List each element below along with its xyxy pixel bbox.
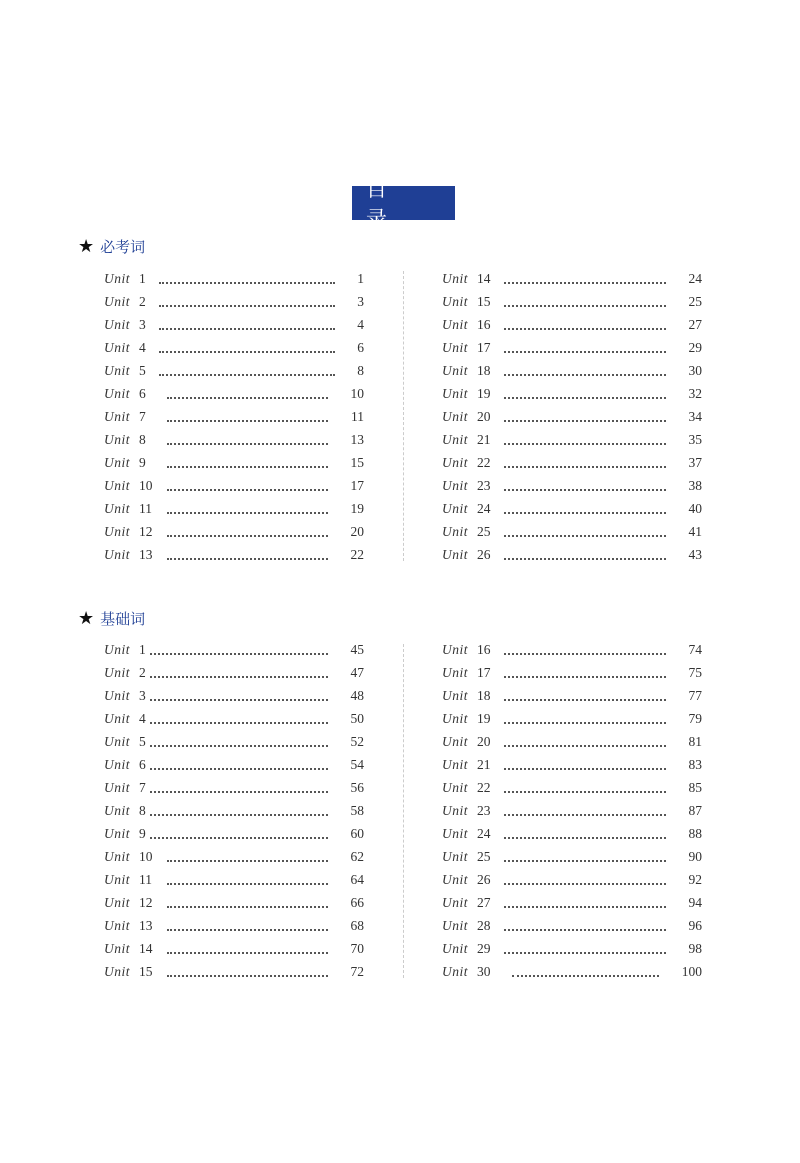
toc-unit-number: 18	[477, 688, 491, 703]
toc-unit-label: Unit	[104, 941, 131, 956]
toc-entry[interactable]	[442, 962, 702, 982]
toc-page-number: 60	[350, 826, 364, 841]
toc-unit-label: Unit	[442, 501, 469, 516]
toc-unit-number: 21	[477, 757, 491, 772]
toc-leader-dots	[150, 722, 328, 724]
toc-leader-dots	[504, 351, 666, 353]
toc-unit-label: Unit	[104, 803, 131, 818]
toc-unit-label: Unit	[442, 757, 469, 772]
toc-unit-label: Unit	[442, 665, 469, 680]
toc-unit-number: 7	[139, 780, 146, 795]
toc-unit-label: Unit	[442, 317, 469, 332]
toc-leader-dots	[504, 282, 666, 284]
toc-unit-label: Unit	[104, 524, 131, 539]
toc-unit-label: Unit	[104, 409, 131, 424]
column-divider	[403, 644, 404, 978]
toc-unit-label: Unit	[104, 547, 131, 562]
toc-leader-dots	[159, 328, 335, 330]
toc-unit-number: 5	[139, 734, 146, 749]
star-icon: ★	[78, 607, 95, 629]
toc-leader-dots	[150, 768, 328, 770]
toc-entry[interactable]	[104, 499, 364, 519]
section-heading-label: 必考词	[100, 237, 146, 256]
toc-page-number: 88	[688, 826, 702, 841]
toc-leader-dots	[150, 676, 328, 678]
toc-unit-number: 6	[139, 757, 146, 772]
toc-page-number: 45	[350, 642, 364, 657]
toc-unit-label: Unit	[104, 780, 131, 795]
toc-unit-label: Unit	[442, 964, 469, 979]
toc-entry[interactable]	[442, 453, 702, 473]
toc-page-number: 74	[688, 642, 702, 657]
toc-leader-dots	[150, 745, 328, 747]
toc-unit-label: Unit	[104, 432, 131, 447]
toc-unit-label: Unit	[104, 964, 131, 979]
toc-entry[interactable]	[442, 755, 702, 775]
toc-leader-dots	[504, 745, 666, 747]
toc-unit-number: 6	[139, 386, 146, 401]
toc-page-number: 77	[688, 688, 702, 703]
toc-unit-number: 5	[139, 363, 146, 378]
toc-unit-label: Unit	[442, 711, 469, 726]
toc-unit-number: 1	[139, 642, 146, 657]
toc-leader-dots	[512, 975, 659, 977]
toc-unit-label: Unit	[104, 271, 131, 286]
toc-page-number: 92	[688, 872, 702, 887]
toc-page-number: 87	[688, 803, 702, 818]
toc-entry[interactable]	[442, 384, 702, 404]
toc-unit-label: Unit	[104, 455, 131, 470]
toc-page-number: 13	[350, 432, 364, 447]
toc-leader-dots	[167, 420, 328, 422]
toc-leader-dots	[504, 535, 666, 537]
toc-page-number: 15	[350, 455, 364, 470]
toc-page-number: 47	[350, 665, 364, 680]
toc-unit-label: Unit	[442, 872, 469, 887]
toc-leader-dots	[504, 676, 666, 678]
page-title: 目 录	[352, 186, 455, 220]
toc-unit-number: 15	[139, 964, 153, 979]
toc-unit-number: 26	[477, 547, 491, 562]
toc-unit-number: 8	[139, 803, 146, 818]
toc-unit-number: 23	[477, 478, 491, 493]
toc-entry[interactable]	[442, 407, 702, 427]
toc-unit-number: 8	[139, 432, 146, 447]
toc-unit-label: Unit	[442, 409, 469, 424]
toc-page-number: 17	[350, 478, 364, 493]
toc-entry[interactable]	[442, 640, 702, 660]
toc-leader-dots	[504, 952, 666, 954]
toc-unit-label: Unit	[442, 826, 469, 841]
toc-unit-number: 2	[139, 665, 146, 680]
toc-leader-dots	[504, 791, 666, 793]
toc-page-number: 11	[351, 409, 364, 424]
toc-page-number: 35	[688, 432, 702, 447]
toc-entry[interactable]	[442, 499, 702, 519]
toc-leader-dots	[504, 653, 666, 655]
toc-leader-dots	[167, 512, 328, 514]
toc-entry[interactable]	[442, 893, 702, 913]
toc-unit-label: Unit	[104, 340, 131, 355]
toc-page-number: 3	[357, 294, 364, 309]
toc-unit-number: 12	[139, 524, 153, 539]
toc-entry[interactable]	[104, 870, 364, 890]
toc-page-number: 20	[350, 524, 364, 539]
toc-entry[interactable]	[104, 407, 364, 427]
toc-leader-dots	[504, 814, 666, 816]
toc-unit-number: 3	[139, 688, 146, 703]
toc-unit-label: Unit	[442, 688, 469, 703]
toc-page-number: 62	[350, 849, 364, 864]
toc-unit-label: Unit	[442, 734, 469, 749]
toc-unit-label: Unit	[104, 918, 131, 933]
toc-unit-label: Unit	[104, 317, 131, 332]
toc-unit-number: 27	[477, 895, 491, 910]
toc-unit-number: 11	[139, 501, 152, 516]
toc-entry[interactable]	[104, 686, 364, 706]
toc-page-number: 1	[357, 271, 364, 286]
toc-page-number: 70	[350, 941, 364, 956]
toc-page-number: 32	[688, 386, 702, 401]
toc-entry[interactable]	[104, 801, 364, 821]
toc-unit-number: 9	[139, 455, 146, 470]
toc-page-number: 79	[688, 711, 702, 726]
toc-leader-dots	[504, 768, 666, 770]
toc-page-number: 94	[688, 895, 702, 910]
toc-unit-number: 22	[477, 455, 491, 470]
toc-unit-number: 20	[477, 409, 491, 424]
toc-leader-dots	[504, 929, 666, 931]
toc-page-number: 34	[688, 409, 702, 424]
toc-page-number: 38	[688, 478, 702, 493]
toc-page-number: 68	[350, 918, 364, 933]
toc-unit-number: 26	[477, 872, 491, 887]
toc-leader-dots	[504, 699, 666, 701]
toc-entry[interactable]	[442, 939, 702, 959]
toc-leader-dots	[504, 906, 666, 908]
toc-entry[interactable]	[104, 430, 364, 450]
toc-unit-number: 14	[139, 941, 153, 956]
toc-unit-label: Unit	[442, 780, 469, 795]
toc-unit-label: Unit	[442, 918, 469, 933]
toc-entry[interactable]	[104, 824, 364, 844]
toc-leader-dots	[504, 397, 666, 399]
toc-page-number: 27	[688, 317, 702, 332]
toc-unit-label: Unit	[442, 271, 469, 286]
toc-page-number: 19	[350, 501, 364, 516]
toc-unit-number: 11	[139, 872, 152, 887]
toc-unit-number: 16	[477, 317, 491, 332]
toc-entry[interactable]	[104, 847, 364, 867]
toc-unit-label: Unit	[104, 363, 131, 378]
toc-unit-label: Unit	[442, 849, 469, 864]
toc-page-number: 66	[350, 895, 364, 910]
toc-entry[interactable]	[104, 545, 364, 565]
toc-unit-label: Unit	[442, 455, 469, 470]
toc-leader-dots	[167, 558, 328, 560]
toc-unit-number: 13	[139, 918, 153, 933]
toc-page-number: 25	[688, 294, 702, 309]
toc-leader-dots	[504, 374, 666, 376]
toc-entry[interactable]	[104, 384, 364, 404]
toc-unit-number: 10	[139, 849, 153, 864]
toc-unit-label: Unit	[104, 386, 131, 401]
toc-entry[interactable]	[104, 663, 364, 683]
toc-leader-dots	[504, 328, 666, 330]
toc-unit-number: 25	[477, 849, 491, 864]
toc-unit-number: 15	[477, 294, 491, 309]
toc-entry[interactable]	[442, 545, 702, 565]
toc-leader-dots	[159, 282, 335, 284]
toc-page-number: 75	[688, 665, 702, 680]
toc-unit-label: Unit	[104, 757, 131, 772]
toc-unit-number: 30	[477, 964, 491, 979]
toc-unit-label: Unit	[442, 803, 469, 818]
toc-entry[interactable]	[104, 361, 364, 381]
toc-page-number: 50	[350, 711, 364, 726]
toc-leader-dots	[504, 512, 666, 514]
toc-unit-number: 9	[139, 826, 146, 841]
toc-unit-label: Unit	[442, 294, 469, 309]
toc-entry[interactable]	[104, 640, 364, 660]
toc-leader-dots	[167, 489, 328, 491]
toc-page-number: 30	[688, 363, 702, 378]
toc-entry[interactable]	[442, 801, 702, 821]
toc-page-number: 90	[688, 849, 702, 864]
toc-entry[interactable]	[442, 292, 702, 312]
toc-leader-dots	[504, 837, 666, 839]
toc-unit-label: Unit	[104, 642, 131, 657]
toc-unit-number: 7	[139, 409, 146, 424]
toc-leader-dots	[167, 466, 328, 468]
toc-page-number: 52	[350, 734, 364, 749]
toc-entry[interactable]	[104, 709, 364, 729]
toc-leader-dots	[150, 699, 328, 701]
toc-entry[interactable]	[104, 893, 364, 913]
toc-leader-dots	[504, 420, 666, 422]
section-heading-label: 基础词	[100, 609, 146, 628]
toc-page-number: 56	[350, 780, 364, 795]
toc-entry[interactable]	[442, 476, 702, 496]
toc-unit-label: Unit	[104, 826, 131, 841]
toc-unit-number: 23	[477, 803, 491, 818]
toc-unit-number: 29	[477, 941, 491, 956]
toc-entry[interactable]	[104, 522, 364, 542]
toc-unit-label: Unit	[442, 478, 469, 493]
toc-unit-number: 14	[477, 271, 491, 286]
toc-leader-dots	[167, 975, 328, 977]
toc-leader-dots	[159, 351, 335, 353]
toc-entry[interactable]	[104, 292, 364, 312]
toc-leader-dots	[167, 952, 328, 954]
toc-unit-label: Unit	[442, 386, 469, 401]
toc-leader-dots	[159, 305, 335, 307]
toc-leader-dots	[159, 374, 335, 376]
toc-entry[interactable]	[442, 522, 702, 542]
toc-entry[interactable]	[104, 962, 364, 982]
toc-leader-dots	[504, 558, 666, 560]
toc-entry[interactable]	[442, 686, 702, 706]
toc-entry[interactable]	[104, 269, 364, 289]
toc-page-number: 72	[350, 964, 364, 979]
toc-entry[interactable]	[104, 732, 364, 752]
toc-unit-number: 17	[477, 665, 491, 680]
toc-entry[interactable]	[442, 338, 702, 358]
toc-leader-dots	[150, 837, 328, 839]
toc-unit-number: 19	[477, 386, 491, 401]
toc-unit-number: 3	[139, 317, 146, 332]
toc-leader-dots	[167, 883, 328, 885]
toc-leader-dots	[150, 791, 328, 793]
column-divider	[403, 271, 404, 561]
toc-unit-number: 24	[477, 826, 491, 841]
toc-leader-dots	[504, 722, 666, 724]
toc-entry[interactable]	[104, 778, 364, 798]
toc-unit-number: 20	[477, 734, 491, 749]
toc-page-number: 58	[350, 803, 364, 818]
section-heading-required	[78, 234, 145, 258]
toc-entry[interactable]	[442, 916, 702, 936]
toc-leader-dots	[504, 489, 666, 491]
toc-unit-label: Unit	[442, 895, 469, 910]
toc-unit-number: 17	[477, 340, 491, 355]
toc-entry[interactable]	[104, 755, 364, 775]
toc-unit-number: 28	[477, 918, 491, 933]
toc-page-number: 29	[688, 340, 702, 355]
toc-leader-dots	[167, 443, 328, 445]
toc-leader-dots	[504, 860, 666, 862]
toc-entry[interactable]	[104, 939, 364, 959]
toc-unit-label: Unit	[104, 895, 131, 910]
toc-unit-label: Unit	[104, 501, 131, 516]
toc-page-number: 98	[688, 941, 702, 956]
toc-page-number: 41	[688, 524, 702, 539]
toc-leader-dots	[167, 929, 328, 931]
toc-page-number: 4	[357, 317, 364, 332]
toc-page-number: 85	[688, 780, 702, 795]
toc-leader-dots	[504, 466, 666, 468]
toc-unit-label: Unit	[442, 941, 469, 956]
toc-leader-dots	[504, 305, 666, 307]
toc-unit-label: Unit	[104, 734, 131, 749]
toc-unit-number: 4	[139, 711, 146, 726]
toc-unit-label: Unit	[104, 872, 131, 887]
toc-entry[interactable]	[442, 430, 702, 450]
toc-unit-label: Unit	[104, 294, 131, 309]
toc-entry[interactable]	[104, 315, 364, 335]
toc-entry[interactable]	[442, 269, 702, 289]
toc-entry[interactable]	[442, 732, 702, 752]
toc-unit-number: 12	[139, 895, 153, 910]
toc-page-number: 43	[688, 547, 702, 562]
toc-unit-label: Unit	[104, 478, 131, 493]
toc-page-number: 6	[357, 340, 364, 355]
toc-entry[interactable]	[442, 709, 702, 729]
toc-page-number: 24	[688, 271, 702, 286]
toc-unit-number: 22	[477, 780, 491, 795]
toc-unit-number: 24	[477, 501, 491, 516]
toc-entry[interactable]	[104, 476, 364, 496]
toc-unit-number: 16	[477, 642, 491, 657]
toc-unit-label: Unit	[442, 524, 469, 539]
toc-leader-dots	[150, 814, 328, 816]
toc-unit-label: Unit	[442, 363, 469, 378]
toc-unit-number: 2	[139, 294, 146, 309]
toc-unit-number: 4	[139, 340, 146, 355]
star-icon: ★	[78, 235, 95, 257]
toc-entry[interactable]	[442, 361, 702, 381]
toc-page-number: 81	[688, 734, 702, 749]
toc-page-number: 37	[688, 455, 702, 470]
toc-entry[interactable]	[442, 824, 702, 844]
toc-entry[interactable]	[104, 453, 364, 473]
toc-page-number: 22	[350, 547, 364, 562]
toc-unit-number: 18	[477, 363, 491, 378]
toc-unit-number: 1	[139, 271, 146, 286]
toc-unit-label: Unit	[104, 711, 131, 726]
toc-page-number: 10	[350, 386, 364, 401]
toc-page-number: 83	[688, 757, 702, 772]
toc-unit-label: Unit	[104, 849, 131, 864]
toc-entry[interactable]	[104, 916, 364, 936]
section-heading-basic	[78, 606, 145, 630]
toc-entry[interactable]	[104, 338, 364, 358]
toc-unit-label: Unit	[442, 547, 469, 562]
toc-page-number: 100	[681, 964, 702, 979]
toc-page-number: 96	[688, 918, 702, 933]
toc-leader-dots	[150, 653, 328, 655]
toc-leader-dots	[167, 535, 328, 537]
toc-unit-number: 25	[477, 524, 491, 539]
toc-page-number: 64	[350, 872, 364, 887]
toc-entry[interactable]	[442, 663, 702, 683]
toc-entry[interactable]	[442, 315, 702, 335]
toc-page-number: 54	[350, 757, 364, 772]
toc-leader-dots	[167, 906, 328, 908]
toc-page-number: 8	[357, 363, 364, 378]
toc-unit-number: 19	[477, 711, 491, 726]
toc-leader-dots	[504, 443, 666, 445]
toc-unit-number: 10	[139, 478, 153, 493]
toc-unit-label: Unit	[104, 688, 131, 703]
toc-leader-dots	[167, 397, 328, 399]
toc-entry[interactable]	[442, 778, 702, 798]
toc-unit-number: 21	[477, 432, 491, 447]
toc-unit-number: 13	[139, 547, 153, 562]
toc-unit-label: Unit	[442, 642, 469, 657]
toc-entry[interactable]	[442, 870, 702, 890]
toc-entry[interactable]	[442, 847, 702, 867]
toc-unit-label: Unit	[104, 665, 131, 680]
toc-page-number: 40	[688, 501, 702, 516]
toc-unit-label: Unit	[442, 432, 469, 447]
toc-page-number: 48	[350, 688, 364, 703]
toc-leader-dots	[504, 883, 666, 885]
toc-unit-label: Unit	[442, 340, 469, 355]
toc-leader-dots	[167, 860, 328, 862]
